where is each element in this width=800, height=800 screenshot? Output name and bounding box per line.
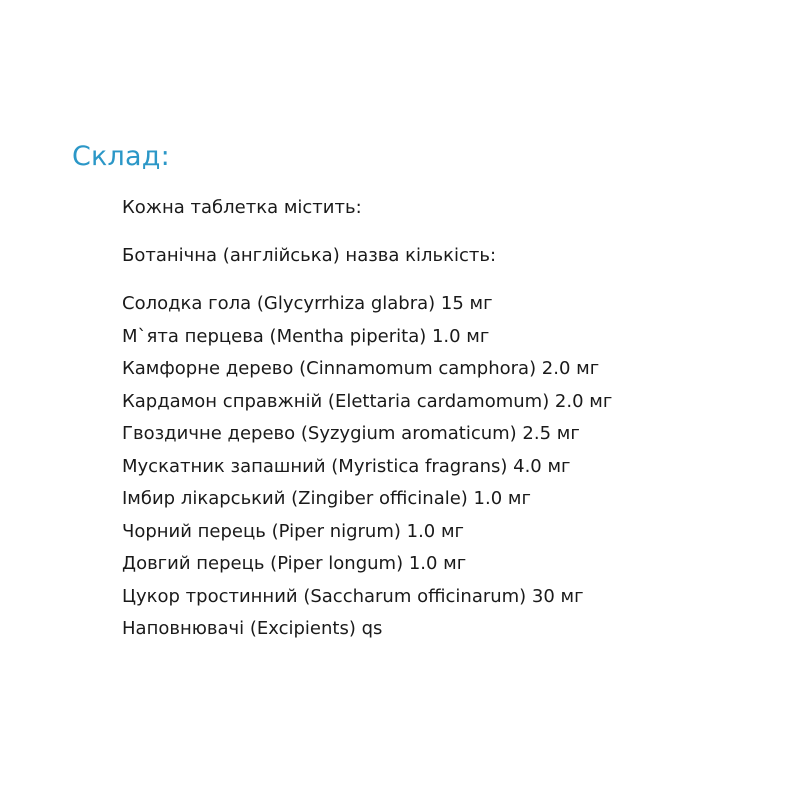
ingredient-list xyxy=(122,288,772,646)
ingredient-item: Імбир лікарський (Zingiber officinale) 1.0 мг xyxy=(122,488,531,509)
ingredient-item: Довгий перець (Piper longum) 1.0 мг xyxy=(122,553,467,574)
ingredient-item: Наповнювачі (Excipients) qs xyxy=(122,618,383,639)
ingredient-item: Камфорне дерево (Cinnamomum camphora) 2.0 мг xyxy=(122,358,600,379)
ingredient-item: Кардамон справжній (Elettaria cardamomum) 2.0 мг xyxy=(122,390,613,412)
ingredient-item: Чорний перець (Piper nigrum) 1.0 мг xyxy=(122,520,464,542)
ingredient-item: Солодка гола (Glycyrrhiza glabra) 15 мг xyxy=(122,293,493,314)
ingredient-item: Гвоздичне дерево (Syzygium aromaticum) 2.5 мг xyxy=(122,423,580,444)
intro-text: Кожна таблетка містить: xyxy=(122,197,362,218)
section-title: Склад: xyxy=(72,141,170,172)
ingredient-item: М`ята перцева (Mentha piperita) 1.0 мг xyxy=(122,325,490,347)
column-description: Ботанічна (англійська) назва кількість: xyxy=(122,245,497,266)
ingredient-item: Мускатник запашний (Myristica fragrans) 4.0 мг xyxy=(122,455,571,477)
ingredient-item: Цукор тростинний (Saccharum officinarum) 30 мг xyxy=(122,585,584,607)
